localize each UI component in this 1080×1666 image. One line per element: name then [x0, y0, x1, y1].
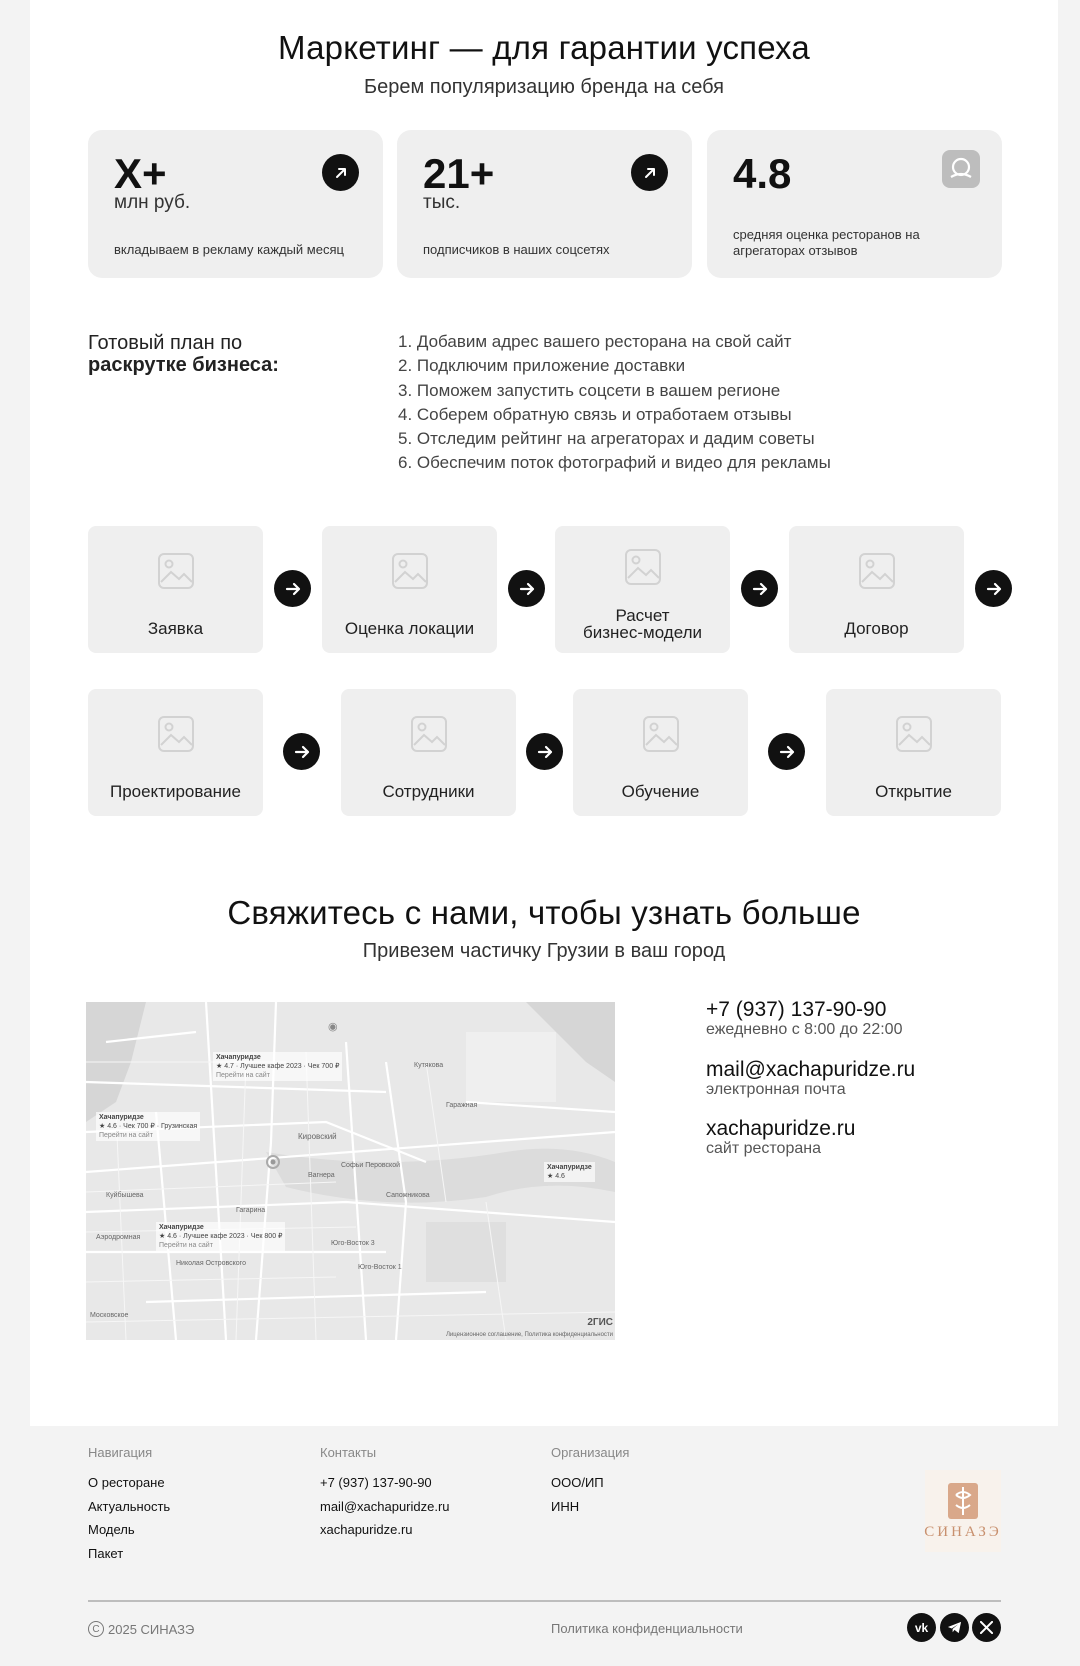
- plan-item: 3. Поможем запустить соцсети в вашем регионе: [398, 380, 781, 400]
- footer-copyright: C 2025 СИНАЗЭ: [88, 1621, 194, 1637]
- contact-phone[interactable]: +7 (937) 137-90-90: [706, 998, 887, 1021]
- footer-nav-package[interactable]: Пакет: [88, 1546, 124, 1561]
- image-placeholder-icon: [157, 715, 195, 753]
- image-placeholder-icon: [642, 715, 680, 753]
- map-street-label: Софьи Перовской: [341, 1162, 401, 1169]
- arrow-right-icon: [526, 733, 563, 770]
- step-card-staff: [341, 689, 516, 816]
- image-placeholder-icon: [858, 552, 896, 590]
- step-card-contract: [789, 526, 964, 653]
- step-label: Оценка локации: [344, 619, 475, 638]
- map-street-label: Кутякова: [414, 1062, 444, 1069]
- stat-value: X+: [114, 150, 167, 197]
- step-label: Открытие: [875, 782, 952, 801]
- privacy-policy-link[interactable]: Политика конфиденциальности: [551, 1621, 743, 1636]
- image-placeholder-icon: [410, 715, 448, 753]
- svg-text:◉: ◉: [328, 1021, 338, 1033]
- map-widget[interactable]: [86, 1002, 615, 1340]
- plan-item: 5. Отследим рейтинг на агрегаторах и дадим советы: [398, 429, 815, 449]
- contact-site[interactable]: xachapuridze.ru: [706, 1117, 856, 1140]
- step-label: Заявка: [147, 619, 204, 638]
- footer-divider: [88, 1600, 1001, 1602]
- map-street-label: Вагнера: [308, 1172, 335, 1179]
- map-canvas: [86, 1002, 615, 1340]
- image-placeholder-icon: [157, 552, 195, 590]
- step-label: Расчет бизнес-модели: [582, 606, 703, 642]
- map-street-label: Московское: [90, 1312, 129, 1319]
- plan-title-line2: раскрутке бизнеса:: [88, 354, 279, 376]
- map-pin-label[interactable]: Хачапуридзе ★ 4.7 · Лучшее кафе 2023 · Чек 700 ₽ Перейти на сайт: [213, 1052, 342, 1081]
- stat-card-rating: [707, 130, 1002, 278]
- footer-nav-about[interactable]: О ресторане: [88, 1475, 165, 1490]
- arrow-right-icon: [508, 570, 545, 607]
- contact-title: Свяжитесь с нами, чтобы узнать больше: [227, 894, 861, 931]
- contact-subtitle: Привезем частичку Грузии в ваш город: [362, 940, 726, 962]
- contact-phone-note: ежедневно с 8:00 до 22:00: [706, 1021, 903, 1038]
- stat-card-subscribers: [397, 130, 692, 278]
- copyright-icon: C: [88, 1621, 104, 1637]
- footer-site[interactable]: xachapuridze.ru: [320, 1522, 413, 1537]
- footer-phone[interactable]: +7 (937) 137-90-90: [320, 1475, 432, 1490]
- contact-site-note: сайт ресторана: [706, 1140, 821, 1157]
- map-street-label: Юго-Восток 3: [331, 1240, 375, 1247]
- plan-list: [398, 330, 831, 476]
- map-street-label: Куйбышева: [106, 1192, 144, 1199]
- image-placeholder-icon: [391, 552, 429, 590]
- map-street-label: Гагарина: [236, 1207, 266, 1214]
- plan-title-line1: Готовый план по: [88, 332, 243, 354]
- step-card-request: [88, 526, 263, 653]
- footer-email[interactable]: mail@xachapuridze.ru: [320, 1499, 450, 1514]
- map-license-link[interactable]: Лицензионное соглашение, Политика конфиденциальности: [445, 1332, 613, 1338]
- footer-nav-heading: Навигация: [88, 1445, 153, 1460]
- arrow-up-right-icon[interactable]: [631, 154, 668, 191]
- step-card-training: [573, 689, 748, 816]
- map-street-label: Юго-Восток 1: [358, 1264, 402, 1271]
- image-placeholder-icon: [624, 548, 662, 586]
- logo-emblem-icon: [946, 1481, 980, 1521]
- image-placeholder-icon: [895, 715, 933, 753]
- vk-icon[interactable]: vk: [907, 1613, 936, 1642]
- arrow-right-icon: [741, 570, 778, 607]
- arrow-up-right-icon[interactable]: [322, 154, 359, 191]
- stat-desc: средняя оценка ресторанов на агрегаторах отзывов: [733, 227, 920, 258]
- map-street-label: Кировский: [298, 1132, 337, 1141]
- stat-value: 4.8: [733, 150, 792, 197]
- step-card-opening: [826, 689, 1001, 816]
- footer-contacts-heading: Контакты: [320, 1445, 377, 1460]
- step-card-business-model: [555, 526, 730, 653]
- arrow-right-icon: [768, 733, 805, 770]
- plan-item: 1. Добавим адрес вашего ресторана на свой сайт: [398, 332, 792, 351]
- stat-unit: тыс.: [423, 192, 461, 213]
- contact-email[interactable]: mail@xachapuridze.ru: [706, 1058, 916, 1081]
- step-card-location: [322, 526, 497, 653]
- marketing-title: Маркетинг — для гарантии успеха: [278, 29, 810, 66]
- footer-org-heading: Организация: [551, 1445, 630, 1460]
- step-label: Договор: [844, 619, 909, 638]
- plan-item: 4. Соберем обратную связь и отработаем отзывы: [398, 404, 792, 424]
- step-label: Проектирование: [109, 782, 242, 801]
- footer-org-type: ООО/ИП: [551, 1475, 604, 1490]
- stat-unit: млн руб.: [114, 192, 191, 213]
- contact-email-note: электронная почта: [706, 1081, 846, 1098]
- stat-value: 21+: [423, 150, 495, 197]
- review-app-icon: [942, 150, 980, 188]
- map-pin-label[interactable]: Хачапуридзе ★ 4.6 · Чек 700 ₽ · Грузинская Перейти на сайт: [96, 1112, 200, 1141]
- map-street-label: Сапожникова: [386, 1192, 430, 1199]
- step-label: Сотрудники: [382, 782, 475, 801]
- plan-item: 2. Подключим приложение доставки: [398, 356, 686, 376]
- footer-nav-model[interactable]: Модель: [88, 1522, 135, 1537]
- step-label: Обучение: [621, 782, 700, 801]
- arrow-right-icon: [274, 570, 311, 607]
- plan-item: 6. Обеспечим поток фотографий и видео для рекламы: [398, 453, 831, 473]
- arrow-right-icon: [283, 733, 320, 770]
- plan-title: [88, 332, 279, 376]
- stat-card-budget: [88, 130, 383, 278]
- map-street-label: Гаражная: [446, 1102, 478, 1109]
- footer-org-inn: ИНН: [551, 1499, 580, 1514]
- stat-desc: подписчиков в наших соцсетях: [423, 242, 610, 257]
- x-icon[interactable]: [972, 1613, 1001, 1642]
- arrow-right-icon: [975, 570, 1012, 607]
- logo-text: СИНАЗЭ: [924, 1524, 1002, 1540]
- marketing-subtitle: Берем популяризацию бренда на себя: [364, 76, 724, 98]
- step-card-design: [88, 689, 263, 816]
- map-street-label: Аэродромная: [96, 1234, 141, 1241]
- brand-logo: [925, 1470, 1001, 1552]
- map-street-label: Николая Островского: [176, 1260, 246, 1267]
- map-pin-label[interactable]: Хачапуридзе ★ 4.6: [544, 1162, 595, 1182]
- map-brand: 2ГИС: [587, 1317, 613, 1328]
- telegram-icon[interactable]: [940, 1613, 969, 1642]
- map-pin-label[interactable]: Хачапуридзе ★ 4.6 · Лучшее кафе 2023 · Чек 800 ₽ Перейти на сайт: [156, 1222, 285, 1251]
- footer-nav-relevance[interactable]: Актуальность: [88, 1499, 171, 1514]
- stat-desc: вкладываем в рекламу каждый месяц: [114, 242, 344, 257]
